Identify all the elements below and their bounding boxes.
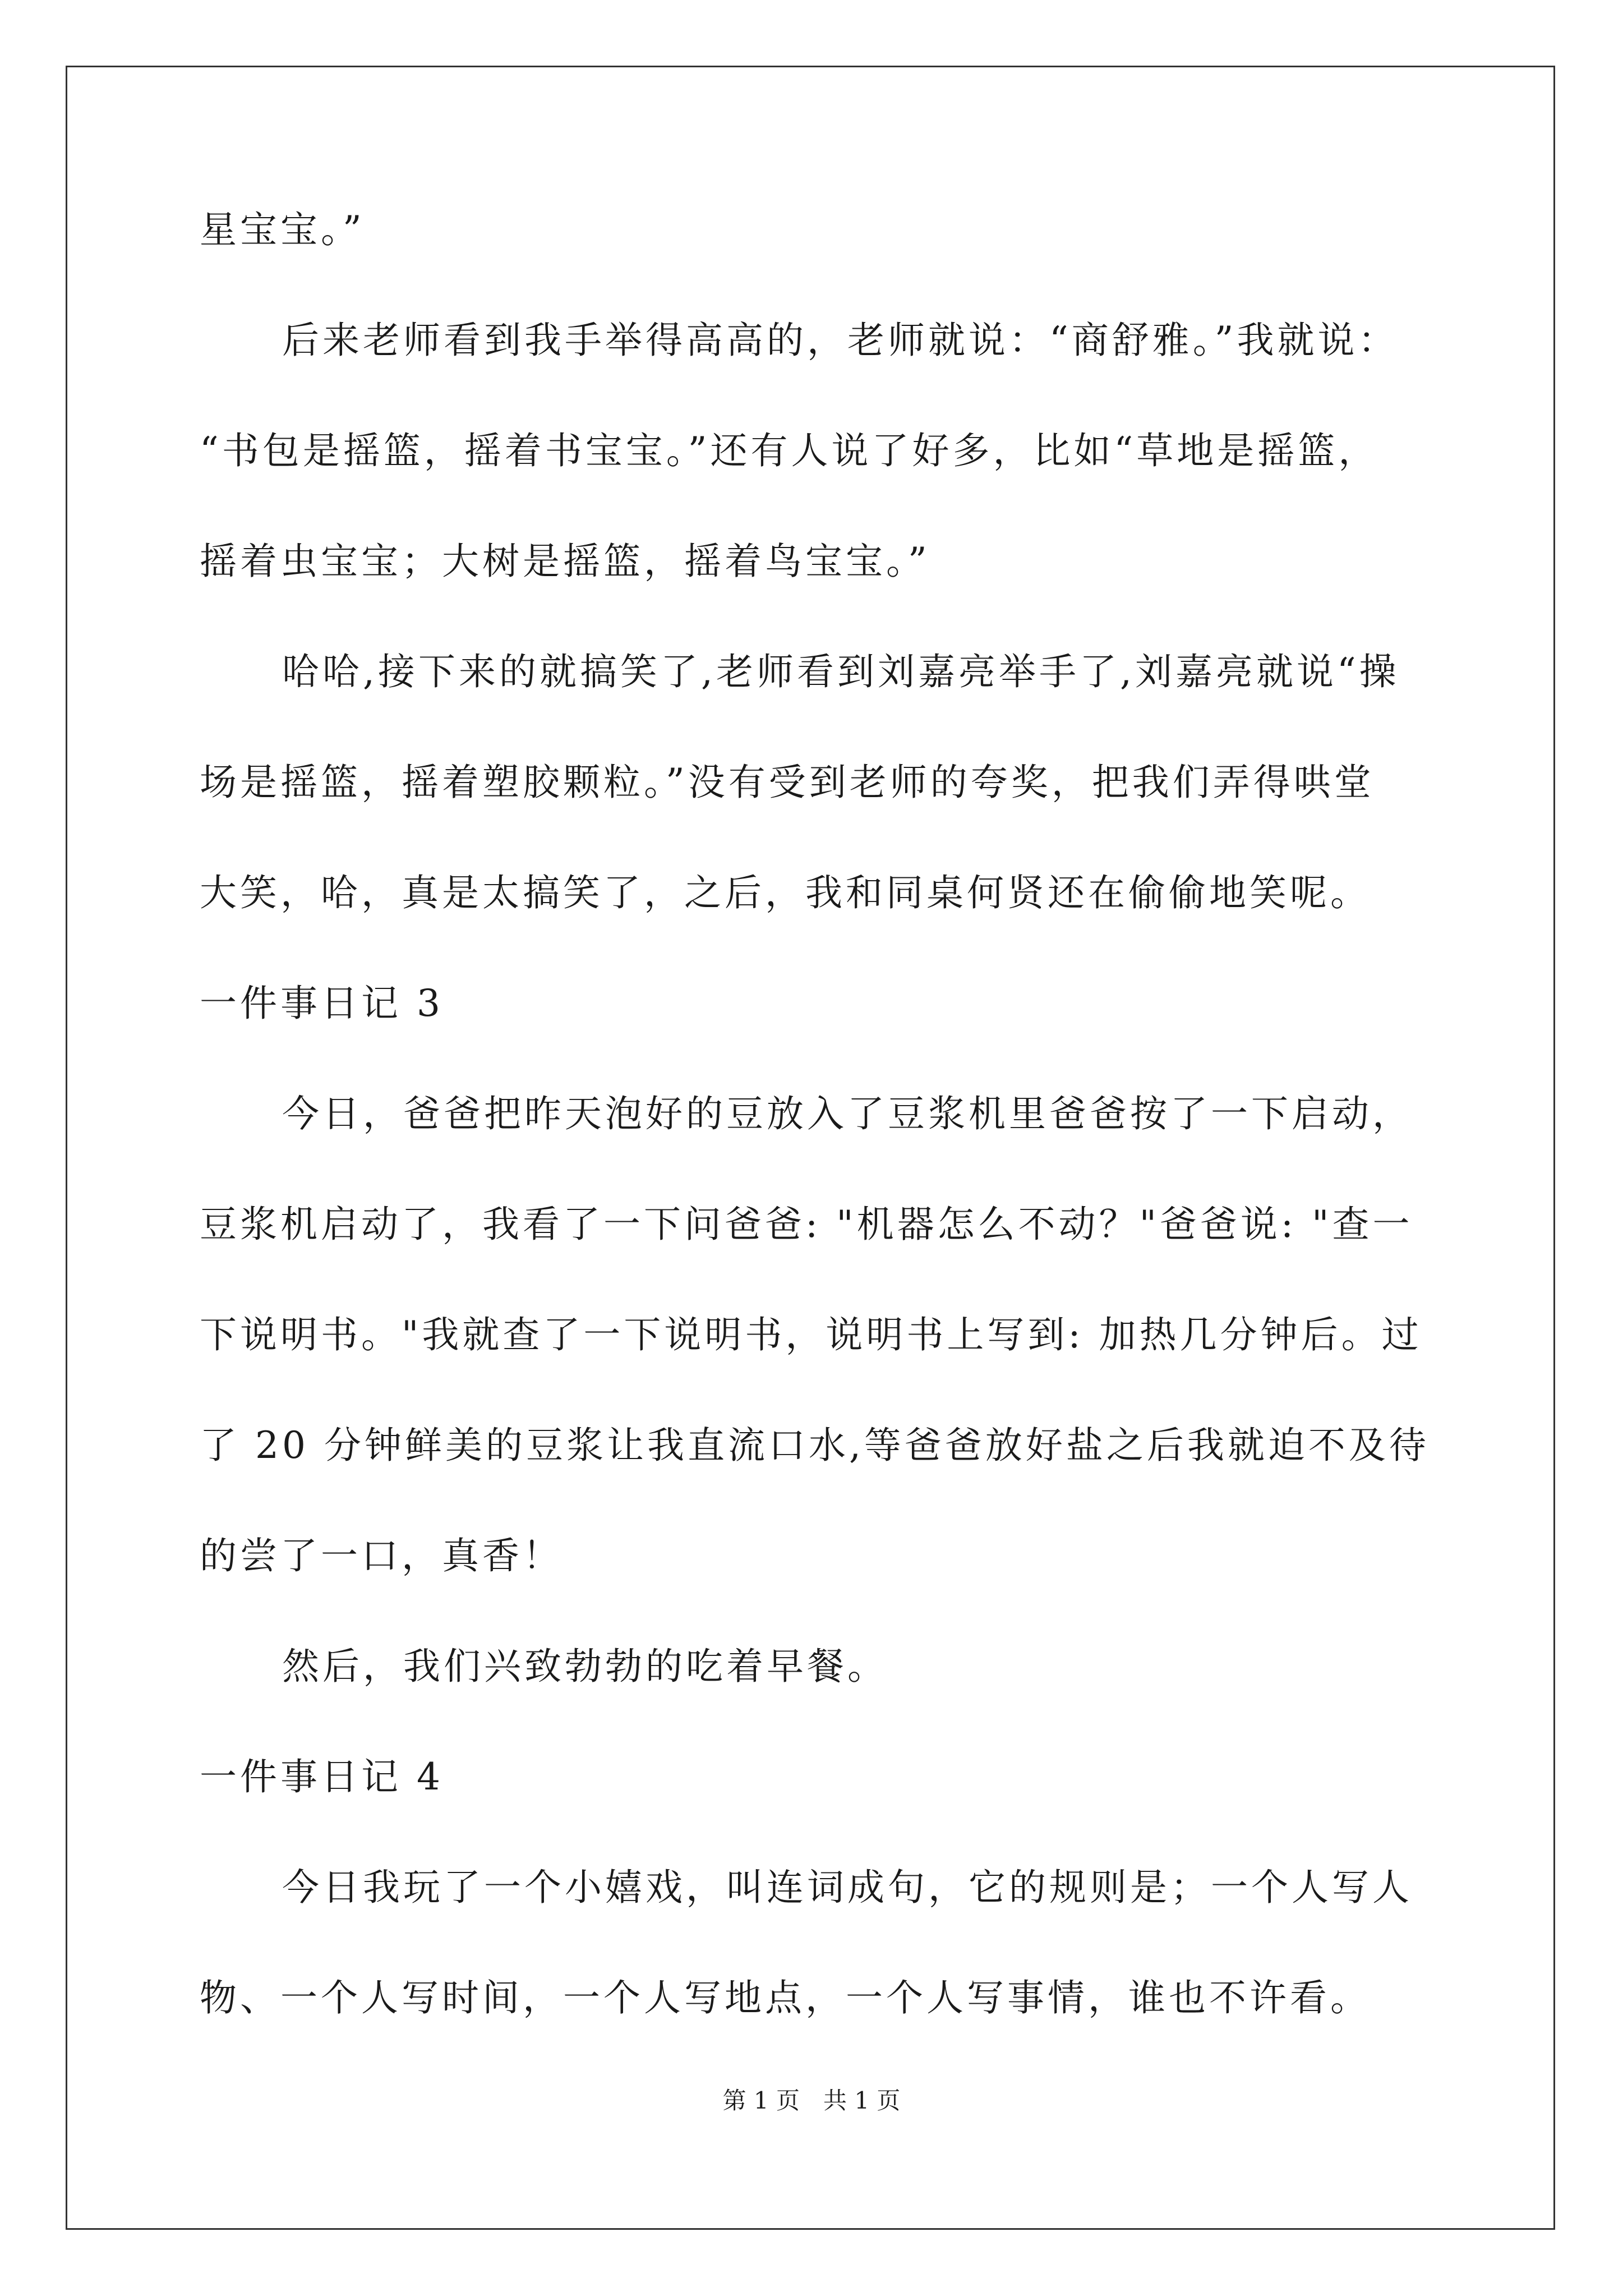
text-line-12: 了 20 分钟鲜美的豆浆让我直流口水,等爸爸放好盐之后我就迫不及待	[200, 1424, 1430, 1467]
paragraph-line-14: 然后，我们兴致勃勃的吃着早餐。	[282, 1645, 888, 1688]
paragraph-line-2: 后来老师看到我手举得高高的，老师就说：“商舒雅。”我就说：	[282, 319, 1399, 362]
paragraph-line-9: 今日，爸爸把昨天泡好的豆放入了豆浆机里爸爸按了一下启动，	[282, 1092, 1413, 1135]
page-footer: 第 1 页 共 1 页	[722, 2087, 901, 2114]
text-line-13: 的尝了一口，真香！	[200, 1534, 563, 1577]
section-heading-3: 一件事日记 3	[200, 982, 444, 1025]
text-line-6: 场是摇篮，摇着塑胶颗粒。”没有受到老师的夸奖，把我们弄得哄堂	[200, 761, 1375, 804]
text-line-1: 星宝宝。”	[200, 208, 365, 251]
text-line-4: 摇着虫宝宝；大树是摇篮，摇着鸟宝宝。”	[200, 540, 930, 583]
paragraph-line-5: 哈哈,接下来的就搞笑了,老师看到刘嘉亮举手了,刘嘉亮就说“操	[282, 650, 1400, 693]
section-heading-4: 一件事日记 4	[200, 1755, 444, 1798]
text-line-3: “书包是摇篮，摇着书宝宝。”还有人说了好多，比如“草地是摇篮，	[200, 429, 1379, 472]
text-line-11: 下说明书。"我就查了一下说明书，说明书上写到: 加热几分钟后。过	[200, 1313, 1422, 1356]
text-line-7: 大笑，哈，真是太搞笑了，之后，我和同桌何贤还在偷偷地笑呢。	[200, 871, 1371, 914]
text-line-17: 物、一个人写时间，一个人写地点，一个人写事情，谁也不许看。	[200, 1976, 1371, 2019]
text-line-10: 豆浆机启动了，我看了一下问爸爸: "机器怎么不动？"爸爸说: "查一	[200, 1203, 1413, 1246]
paragraph-line-16: 今日我玩了一个小嬉戏，叫连词成句，它的规则是；一个人写人	[282, 1866, 1413, 1909]
